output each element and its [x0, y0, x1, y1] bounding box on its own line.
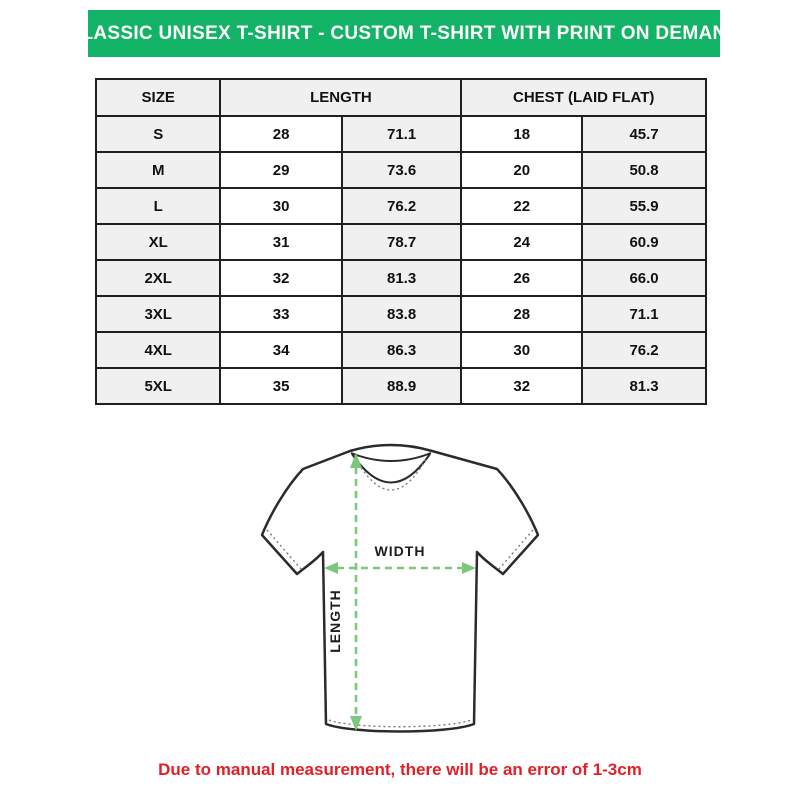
length-in: 33	[220, 296, 341, 332]
table-row	[96, 368, 706, 404]
chest-cm: 81.3	[582, 368, 706, 404]
tshirt-outline	[262, 445, 538, 732]
length-in: 28	[220, 116, 341, 152]
chest-in: 26	[461, 260, 582, 296]
chest-cm: 71.1	[582, 296, 706, 332]
chest-cm: 60.9	[582, 224, 706, 260]
col-header-chest: CHEST (LAID FLAT)	[461, 79, 706, 116]
tshirt-illustration	[240, 425, 560, 755]
length-in: 29	[220, 152, 341, 188]
chest-cm: 55.9	[582, 188, 706, 224]
chest-in: 18	[461, 116, 582, 152]
header-row	[96, 79, 706, 116]
size-label: 2XL	[96, 260, 220, 296]
chest-in: 22	[461, 188, 582, 224]
col-header-size: SIZE	[96, 79, 220, 116]
table-row	[96, 224, 706, 260]
length-cm: 73.6	[342, 152, 462, 188]
length-cm: 71.1	[342, 116, 462, 152]
size-label: 4XL	[96, 332, 220, 368]
chest-in: 20	[461, 152, 582, 188]
size-label: 3XL	[96, 296, 220, 332]
length-in: 30	[220, 188, 341, 224]
width-dimension-label: WIDTH	[374, 543, 426, 559]
size-chart	[95, 78, 707, 405]
size-label: XL	[96, 224, 220, 260]
length-cm: 81.3	[342, 260, 462, 296]
chest-cm: 50.8	[582, 152, 706, 188]
table-row	[96, 332, 706, 368]
table-row	[96, 260, 706, 296]
size-label: M	[96, 152, 220, 188]
length-in: 31	[220, 224, 341, 260]
col-header-length: LENGTH	[220, 79, 461, 116]
table-row	[96, 296, 706, 332]
title-banner	[67, 10, 741, 57]
table-row	[96, 188, 706, 224]
chest-cm: 45.7	[582, 116, 706, 152]
page-title: CLASSIC UNISEX T-SHIRT - CUSTOM T-SHIRT WITH PRINT ON DEMAND	[67, 22, 741, 44]
length-cm: 86.3	[342, 332, 462, 368]
chest-in: 30	[461, 332, 582, 368]
length-cm: 78.7	[342, 224, 462, 260]
chest-cm: 66.0	[582, 260, 706, 296]
table-row	[96, 152, 706, 188]
size-chart-table	[95, 78, 707, 405]
length-dimension-label: LENGTH	[327, 589, 343, 653]
length-cm: 83.8	[342, 296, 462, 332]
chest-in: 28	[461, 296, 582, 332]
chest-cm: 76.2	[582, 332, 706, 368]
length-cm: 76.2	[342, 188, 462, 224]
chest-in: 24	[461, 224, 582, 260]
length-in: 35	[220, 368, 341, 404]
size-label: L	[96, 188, 220, 224]
size-label: 5XL	[96, 368, 220, 404]
disclaimer-text: Due to manual measurement, there will be an error of 1-3cm	[158, 760, 642, 779]
measurement-disclaimer	[0, 755, 800, 785]
tshirt-diagram	[240, 425, 560, 755]
length-cm: 88.9	[342, 368, 462, 404]
length-in: 34	[220, 332, 341, 368]
chest-in: 32	[461, 368, 582, 404]
table-row	[96, 116, 706, 152]
length-in: 32	[220, 260, 341, 296]
size-label: S	[96, 116, 220, 152]
